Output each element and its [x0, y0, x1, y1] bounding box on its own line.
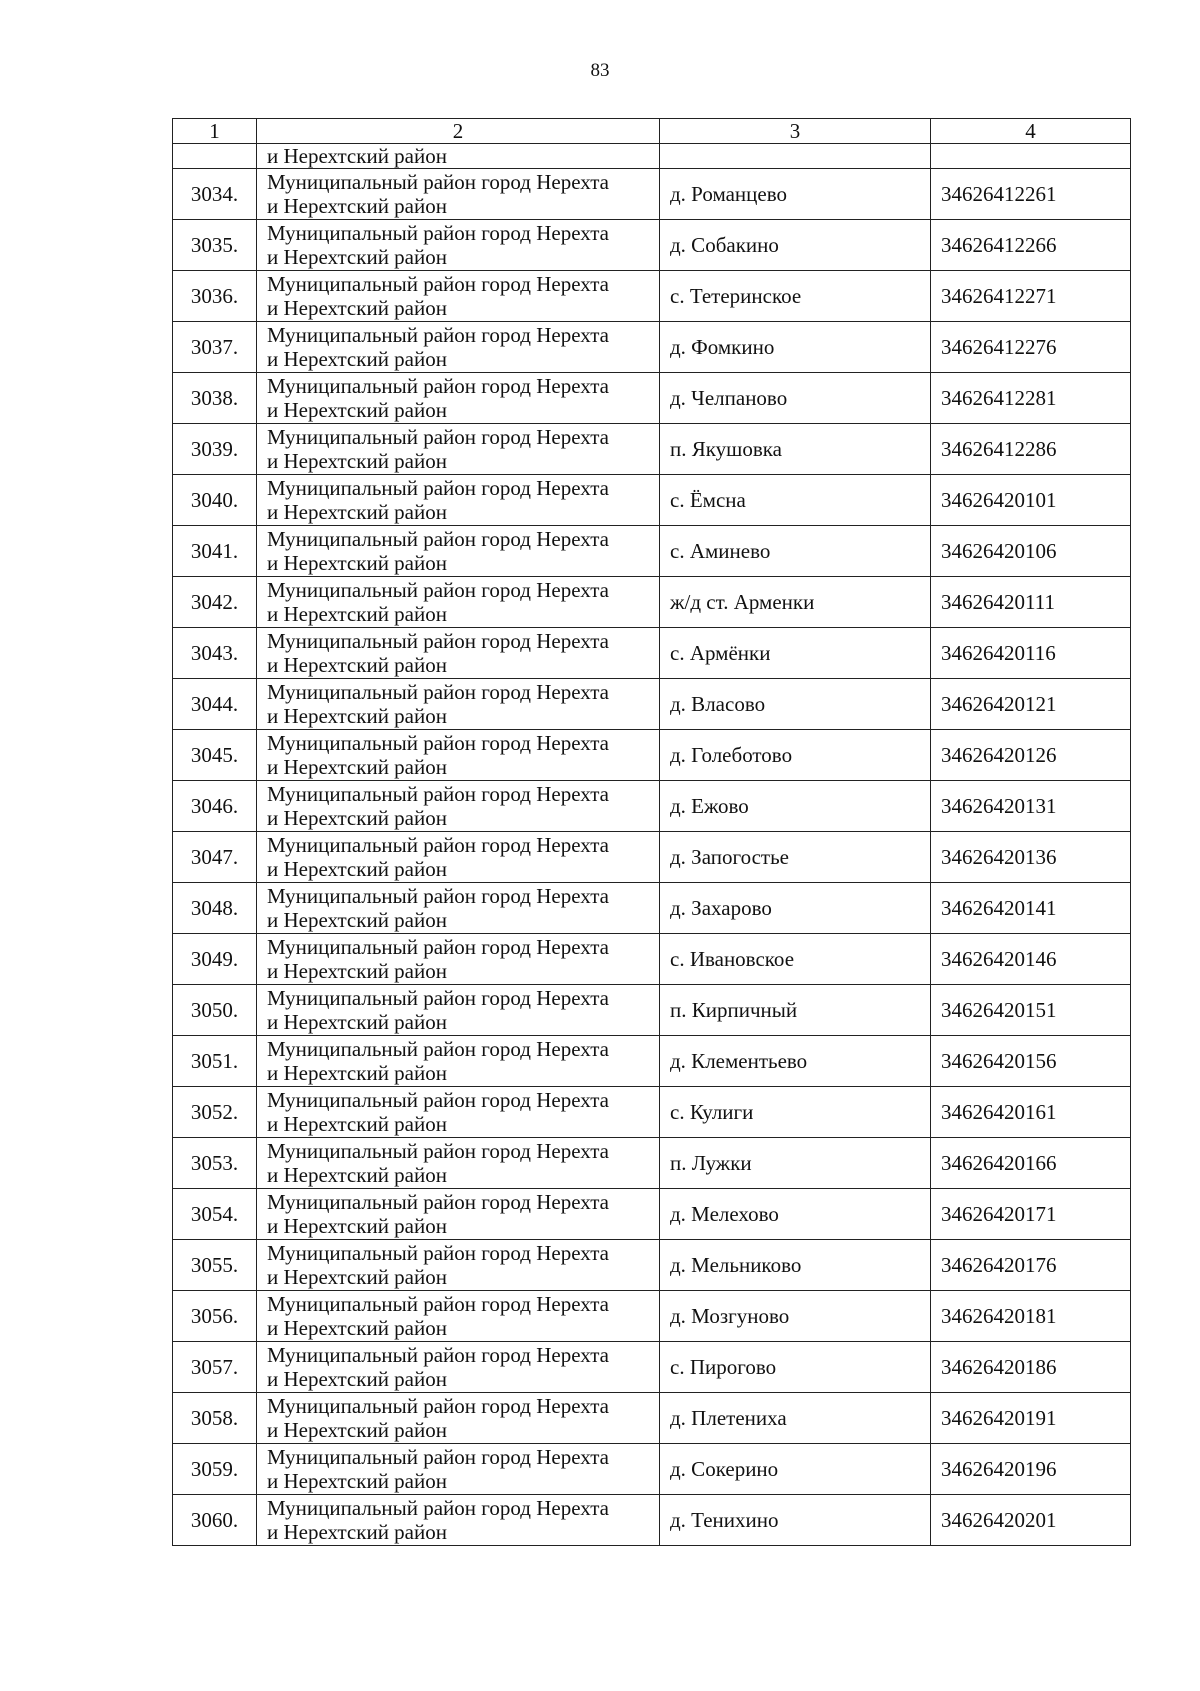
continuation-row [173, 144, 1131, 169]
table-row [173, 1393, 1131, 1444]
municipality-line: и Нерехтский район [267, 245, 447, 269]
municipality-cell [257, 1342, 660, 1393]
municipality-cell [257, 781, 660, 832]
row-number: 3056. [173, 1291, 257, 1342]
page-number: 83 [590, 60, 610, 81]
row-number: 3047. [173, 832, 257, 883]
municipality-line: и Нерехтский район [267, 1265, 447, 1289]
settlement-cell: д. Захарово [660, 883, 931, 934]
municipality-cell [257, 1087, 660, 1138]
settlement-cell: с. Ивановское [660, 934, 931, 985]
settlement-table [172, 118, 1131, 1546]
municipality-cell [257, 271, 660, 322]
municipality-line: Муниципальный район город Нерехта [267, 782, 609, 806]
settlement-cell: п. Лужки [660, 1138, 931, 1189]
municipality-line: Муниципальный район город Нерехта [267, 170, 609, 194]
municipality-line: Муниципальный район город Нерехта [267, 1394, 609, 1418]
code-cell: 34626420171 [931, 1189, 1131, 1240]
settlement-cell: д. Клементьево [660, 1036, 931, 1087]
municipality-cell [257, 1495, 660, 1546]
row-number: 3050. [173, 985, 257, 1036]
municipality-line: и Нерехтский район [267, 194, 447, 218]
settlement-cell: д. Запогостье [660, 832, 931, 883]
municipality-cell [257, 832, 660, 883]
municipality-line: и Нерехтский район [267, 653, 447, 677]
code-cell: 34626420131 [931, 781, 1131, 832]
column-header: 1 [173, 119, 257, 144]
municipality-line: и Нерехтский район [267, 755, 447, 779]
row-number: 3059. [173, 1444, 257, 1495]
table-header-row [173, 119, 1131, 144]
municipality-line: Муниципальный район город Нерехта [267, 1445, 609, 1469]
municipality-line: и Нерехтский район [267, 449, 447, 473]
municipality-cell: и Нерехтский район [257, 144, 660, 169]
municipality-line: Муниципальный район город Нерехта [267, 272, 609, 296]
municipality-line: Муниципальный район город Нерехта [267, 1343, 609, 1367]
municipality-line: Муниципальный район город Нерехта [267, 629, 609, 653]
municipality-line: и Нерехтский район [267, 1010, 447, 1034]
municipality-line: и Нерехтский район [267, 1112, 447, 1136]
row-number: 3058. [173, 1393, 257, 1444]
settlement-cell: д. Романцево [660, 169, 931, 220]
municipality-cell [257, 322, 660, 373]
table-row [173, 1444, 1131, 1495]
municipality-cell [257, 1036, 660, 1087]
municipality-cell [257, 883, 660, 934]
table-row [173, 1036, 1131, 1087]
municipality-line: и Нерехтский район [267, 551, 447, 575]
municipality-line: и Нерехтский район [267, 1520, 447, 1544]
column-header: 3 [660, 119, 931, 144]
municipality-line: и Нерехтский район [267, 959, 447, 983]
municipality-line: Муниципальный район город Нерехта [267, 578, 609, 602]
municipality-line: и Нерехтский район [267, 347, 447, 371]
table-row [173, 934, 1131, 985]
table-row [173, 1291, 1131, 1342]
municipality-line: Муниципальный район город Нерехта [267, 425, 609, 449]
municipality-line: и Нерехтский район [267, 1469, 447, 1493]
settlement-cell: с. Ёмсна [660, 475, 931, 526]
row-number [173, 144, 257, 169]
municipality-cell [257, 679, 660, 730]
municipality-line: и Нерехтский район [267, 806, 447, 830]
municipality-line: Муниципальный район город Нерехта [267, 1139, 609, 1163]
row-number: 3042. [173, 577, 257, 628]
municipality-line: Муниципальный район город Нерехта [267, 1496, 609, 1520]
table-row [173, 526, 1131, 577]
table-row [173, 730, 1131, 781]
row-number: 3049. [173, 934, 257, 985]
municipality-cell [257, 934, 660, 985]
settlement-cell: д. Власово [660, 679, 931, 730]
table-row [173, 985, 1131, 1036]
code-cell: 34626420161 [931, 1087, 1131, 1138]
municipality-cell [257, 577, 660, 628]
code-cell: 34626420201 [931, 1495, 1131, 1546]
row-number: 3044. [173, 679, 257, 730]
municipality-cell [257, 730, 660, 781]
municipality-line: и Нерехтский район [267, 1163, 447, 1187]
municipality-cell [257, 1189, 660, 1240]
code-cell: 34626412276 [931, 322, 1131, 373]
row-number: 3040. [173, 475, 257, 526]
municipality-line: и Нерехтский район [267, 602, 447, 626]
table-row [173, 781, 1131, 832]
municipality-cell [257, 1138, 660, 1189]
row-number: 3041. [173, 526, 257, 577]
code-cell: 34626412271 [931, 271, 1131, 322]
municipality-line: Муниципальный район город Нерехта [267, 833, 609, 857]
municipality-line: Муниципальный район город Нерехта [267, 1190, 609, 1214]
municipality-cell [257, 526, 660, 577]
municipality-line: Муниципальный район город Нерехта [267, 374, 609, 398]
table-row [173, 169, 1131, 220]
table-row [173, 322, 1131, 373]
table-body [173, 144, 1131, 1546]
municipality-line: Муниципальный район город Нерехта [267, 1037, 609, 1061]
municipality-line: и Нерехтский район [267, 1418, 447, 1442]
code-cell: 34626420126 [931, 730, 1131, 781]
table-row [173, 1189, 1131, 1240]
table-row [173, 577, 1131, 628]
code-cell: 34626420106 [931, 526, 1131, 577]
municipality-cell [257, 373, 660, 424]
municipality-cell [257, 475, 660, 526]
municipality-line: Муниципальный район город Нерехта [267, 323, 609, 347]
municipality-line: Муниципальный район город Нерехта [267, 221, 609, 245]
row-number: 3036. [173, 271, 257, 322]
settlement-cell: д. Челпаново [660, 373, 931, 424]
code-cell: 34626420151 [931, 985, 1131, 1036]
table-row [173, 1495, 1131, 1546]
municipality-cell [257, 1444, 660, 1495]
row-number: 3053. [173, 1138, 257, 1189]
municipality-line: и Нерехтский район [267, 398, 447, 422]
settlement-cell: д. Тенихино [660, 1495, 931, 1546]
code-cell: 34626420146 [931, 934, 1131, 985]
settlement-cell: д. Собакино [660, 220, 931, 271]
row-number: 3057. [173, 1342, 257, 1393]
code-cell: 34626420116 [931, 628, 1131, 679]
row-number: 3038. [173, 373, 257, 424]
settlement-cell: д. Фомкино [660, 322, 931, 373]
settlement-cell: д. Мелехово [660, 1189, 931, 1240]
table-row [173, 628, 1131, 679]
settlement-cell: с. Кулиги [660, 1087, 931, 1138]
municipality-line: Муниципальный район город Нерехта [267, 884, 609, 908]
municipality-line: и Нерехтский район [267, 500, 447, 524]
settlement-cell: п. Кирпичный [660, 985, 931, 1036]
code-cell: 34626420101 [931, 475, 1131, 526]
settlement-cell: ж/д ст. Арменки [660, 577, 931, 628]
table-row [173, 1342, 1131, 1393]
municipality-line: Муниципальный район город Нерехта [267, 1241, 609, 1265]
code-cell: 34626412286 [931, 424, 1131, 475]
code-cell: 34626420181 [931, 1291, 1131, 1342]
settlement-cell: д. Голеботово [660, 730, 931, 781]
row-number: 3043. [173, 628, 257, 679]
municipality-line: и Нерехтский район [267, 296, 447, 320]
table-row [173, 424, 1131, 475]
code-cell: 34626420196 [931, 1444, 1131, 1495]
municipality-line: Муниципальный район город Нерехта [267, 986, 609, 1010]
row-number: 3052. [173, 1087, 257, 1138]
municipality-cell [257, 985, 660, 1036]
row-number: 3046. [173, 781, 257, 832]
code-cell: 34626420121 [931, 679, 1131, 730]
table-row [173, 220, 1131, 271]
municipality-line: и Нерехтский район [267, 1367, 447, 1391]
municipality-line: и Нерехтский район [267, 1061, 447, 1085]
municipality-line: и Нерехтский район [267, 1214, 447, 1238]
settlement-cell: п. Якушовка [660, 424, 931, 475]
table-row [173, 373, 1131, 424]
table-row [173, 679, 1131, 730]
row-number: 3037. [173, 322, 257, 373]
code-cell: 34626412261 [931, 169, 1131, 220]
column-header: 2 [257, 119, 660, 144]
settlement-cell: д. Плетениха [660, 1393, 931, 1444]
municipality-cell [257, 424, 660, 475]
table-row [173, 271, 1131, 322]
row-number: 3035. [173, 220, 257, 271]
row-number: 3048. [173, 883, 257, 934]
municipality-line: и Нерехтский район [267, 704, 447, 728]
code-cell: 34626420141 [931, 883, 1131, 934]
settlement-cell: д. Ежово [660, 781, 931, 832]
code-cell: 34626412281 [931, 373, 1131, 424]
municipality-cell [257, 628, 660, 679]
code-cell: 34626412266 [931, 220, 1131, 271]
municipality-line: Муниципальный район город Нерехта [267, 935, 609, 959]
table-row [173, 883, 1131, 934]
column-header: 4 [931, 119, 1131, 144]
settlement-cell: д. Мельниково [660, 1240, 931, 1291]
code-cell: 34626420186 [931, 1342, 1131, 1393]
row-number: 3060. [173, 1495, 257, 1546]
code-cell: 34626420111 [931, 577, 1131, 628]
municipality-line: Муниципальный район город Нерехта [267, 476, 609, 500]
municipality-cell [257, 1291, 660, 1342]
code-cell: 34626420176 [931, 1240, 1131, 1291]
code-cell: 34626420156 [931, 1036, 1131, 1087]
municipality-line: и Нерехтский район [267, 908, 447, 932]
code-cell: 34626420191 [931, 1393, 1131, 1444]
row-number: 3034. [173, 169, 257, 220]
row-number: 3051. [173, 1036, 257, 1087]
municipality-line: Муниципальный район город Нерехта [267, 1292, 609, 1316]
settlement-cell: д. Мозгуново [660, 1291, 931, 1342]
code-cell: 34626420166 [931, 1138, 1131, 1189]
table-row [173, 1138, 1131, 1189]
municipality-line: Муниципальный район город Нерехта [267, 680, 609, 704]
code-cell [931, 144, 1131, 169]
settlement-cell: д. Сокерино [660, 1444, 931, 1495]
municipality-cell [257, 1393, 660, 1444]
table-row [173, 832, 1131, 883]
settlement-cell: с. Аминево [660, 526, 931, 577]
municipality-line: Муниципальный район город Нерехта [267, 527, 609, 551]
table-row [173, 1087, 1131, 1138]
row-number: 3039. [173, 424, 257, 475]
settlement-cell [660, 144, 931, 169]
municipality-line: Муниципальный район город Нерехта [267, 731, 609, 755]
municipality-line: Муниципальный район город Нерехта [267, 1088, 609, 1112]
settlement-cell: с. Тетеринское [660, 271, 931, 322]
municipality-cell [257, 220, 660, 271]
row-number: 3045. [173, 730, 257, 781]
code-cell: 34626420136 [931, 832, 1131, 883]
row-number: 3055. [173, 1240, 257, 1291]
municipality-cell [257, 1240, 660, 1291]
table-row [173, 475, 1131, 526]
row-number: 3054. [173, 1189, 257, 1240]
municipality-line: и Нерехтский район [267, 1316, 447, 1340]
table-row [173, 1240, 1131, 1291]
municipality-line: и Нерехтский район [267, 857, 447, 881]
settlement-cell: с. Пирогово [660, 1342, 931, 1393]
settlement-cell: с. Армёнки [660, 628, 931, 679]
municipality-cell [257, 169, 660, 220]
